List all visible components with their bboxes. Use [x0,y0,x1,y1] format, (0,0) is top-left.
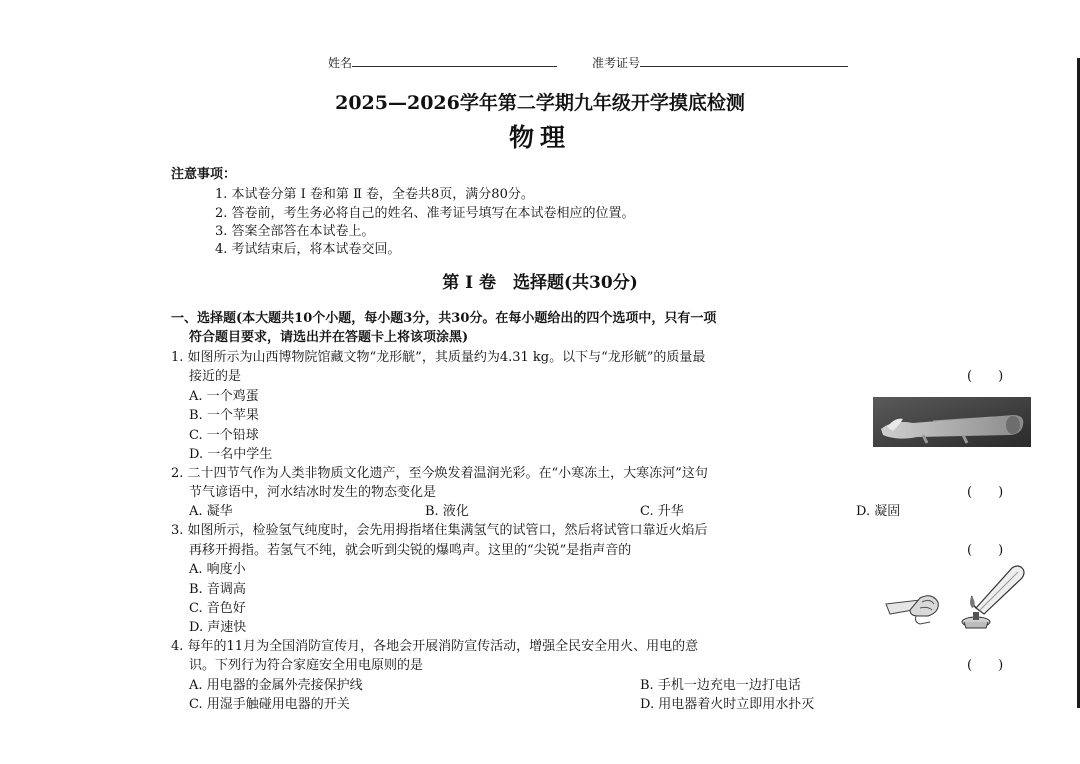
notice-item: 2. 答卷前，考生务必将自己的姓名、准考证号填写在本试卷相应的位置。 [215,206,635,221]
question-1-stem: 1. 如图所示为山西博物院馆藏文物“龙形觥”，其质量约为4.31 kg。以下与“龙形觥”的质量最 [171,350,706,365]
question-4-option-b: B. 手机一边充电一边打电话 [640,678,801,693]
question-3-option-d: D. 声速快 [189,620,247,635]
name-blank [352,56,557,67]
name-label: 姓名 [328,56,353,70]
notice-item: 1. 本试卷分第 Ⅰ 卷和第 Ⅱ 卷，全卷共8页，满分80分。 [215,187,534,202]
question-4-option-d: D. 用电器着火时立即用水扑灭 [640,697,815,712]
exam-id-field [592,54,848,71]
question-2-option-c: C. 升华 [640,504,684,519]
question-4-stem: 4. 每年的11月为全国消防宣传月，各地会开展消防宣传活动，增强全民安全用火、用电的意 [171,639,699,654]
notice-item: 3. 答案全部答在本试卷上。 [215,224,375,239]
question-2-stem-cont: 节气谚语中，河水结冰时发生的物态变化是 [189,485,437,500]
section-title: 第 Ⅰ 卷 选择题(共30分) [442,273,638,293]
question-1-option-c: C. 一个铅球 [189,428,259,443]
question-3-stem-cont: 再移开拇指。若氢气不纯，就会听到尖锐的爆鸣声。这里的“尖锐”是指声音的 [189,543,632,558]
answer-paren-4: ( ) [967,658,1004,673]
question-1-option-b: B. 一个苹果 [189,408,259,423]
question-2-option-d: D. 凝固 [856,504,901,519]
dragon-vessel-photo [873,397,1031,447]
name-field [328,54,557,71]
question-3-option-b: B. 音调高 [189,582,246,597]
test-tube-over-flame-icon [962,566,1024,628]
question-3-stem: 3. 如图所示，检验氢气纯度时，会先用拇指堵住集满氢气的试管口，然后将试管口靠近火焰后 [171,523,708,538]
answer-paren-3: ( ) [967,543,1004,558]
question-3-option-a: A. 响度小 [189,562,246,577]
question-2-stem: 2. 二十四节气作为人类非物质文化遗产，至今焕发着温润光彩。在“小寒冻土，大寒冻河”这句 [171,466,708,481]
question-4-option-c: C. 用湿手触碰用电器的开关 [189,697,350,712]
question-1-option-a: A. 一个鸡蛋 [189,389,259,404]
part1-instruction-line1: 一、选择题(本大题共10个小题，每小题3分，共30分。在每小题给出的四个选项中，只有一项 [171,311,717,326]
answer-paren-1: ( ) [967,369,1004,384]
question-2-option-a: A. 凝华 [189,504,233,519]
question-1-stem-cont: 接近的是 [189,369,242,384]
part1-instruction-line2: 符合题目要求，请选出并在答题卡上将该项涂黑) [189,330,469,345]
exam-id-label: 准考证号 [592,56,641,70]
answer-paren-2: ( ) [967,485,1004,500]
notice-item: 4. 考试结束后，将本试卷交回。 [215,242,401,257]
subject-title: 物理 [508,123,571,152]
thumb-on-test-tube-icon [886,596,938,624]
question-2-option-b: B. 液化 [425,504,469,519]
notice-heading: 注意事项： [171,167,237,182]
question-4-stem-cont: 识。下列行为符合家庭安全用电原则的是 [189,658,424,673]
question-3-option-c: C. 音色好 [189,601,246,616]
question-1-option-d: D. 一名中学生 [189,447,273,462]
question-4-option-a: A. 用电器的金属外壳接保护线 [189,678,363,693]
exam-title: 2025—2026学年第二学期九年级开学摸底检测 [335,92,745,114]
exam-id-blank [640,56,848,67]
hydrogen-test-illustration [880,562,1032,630]
